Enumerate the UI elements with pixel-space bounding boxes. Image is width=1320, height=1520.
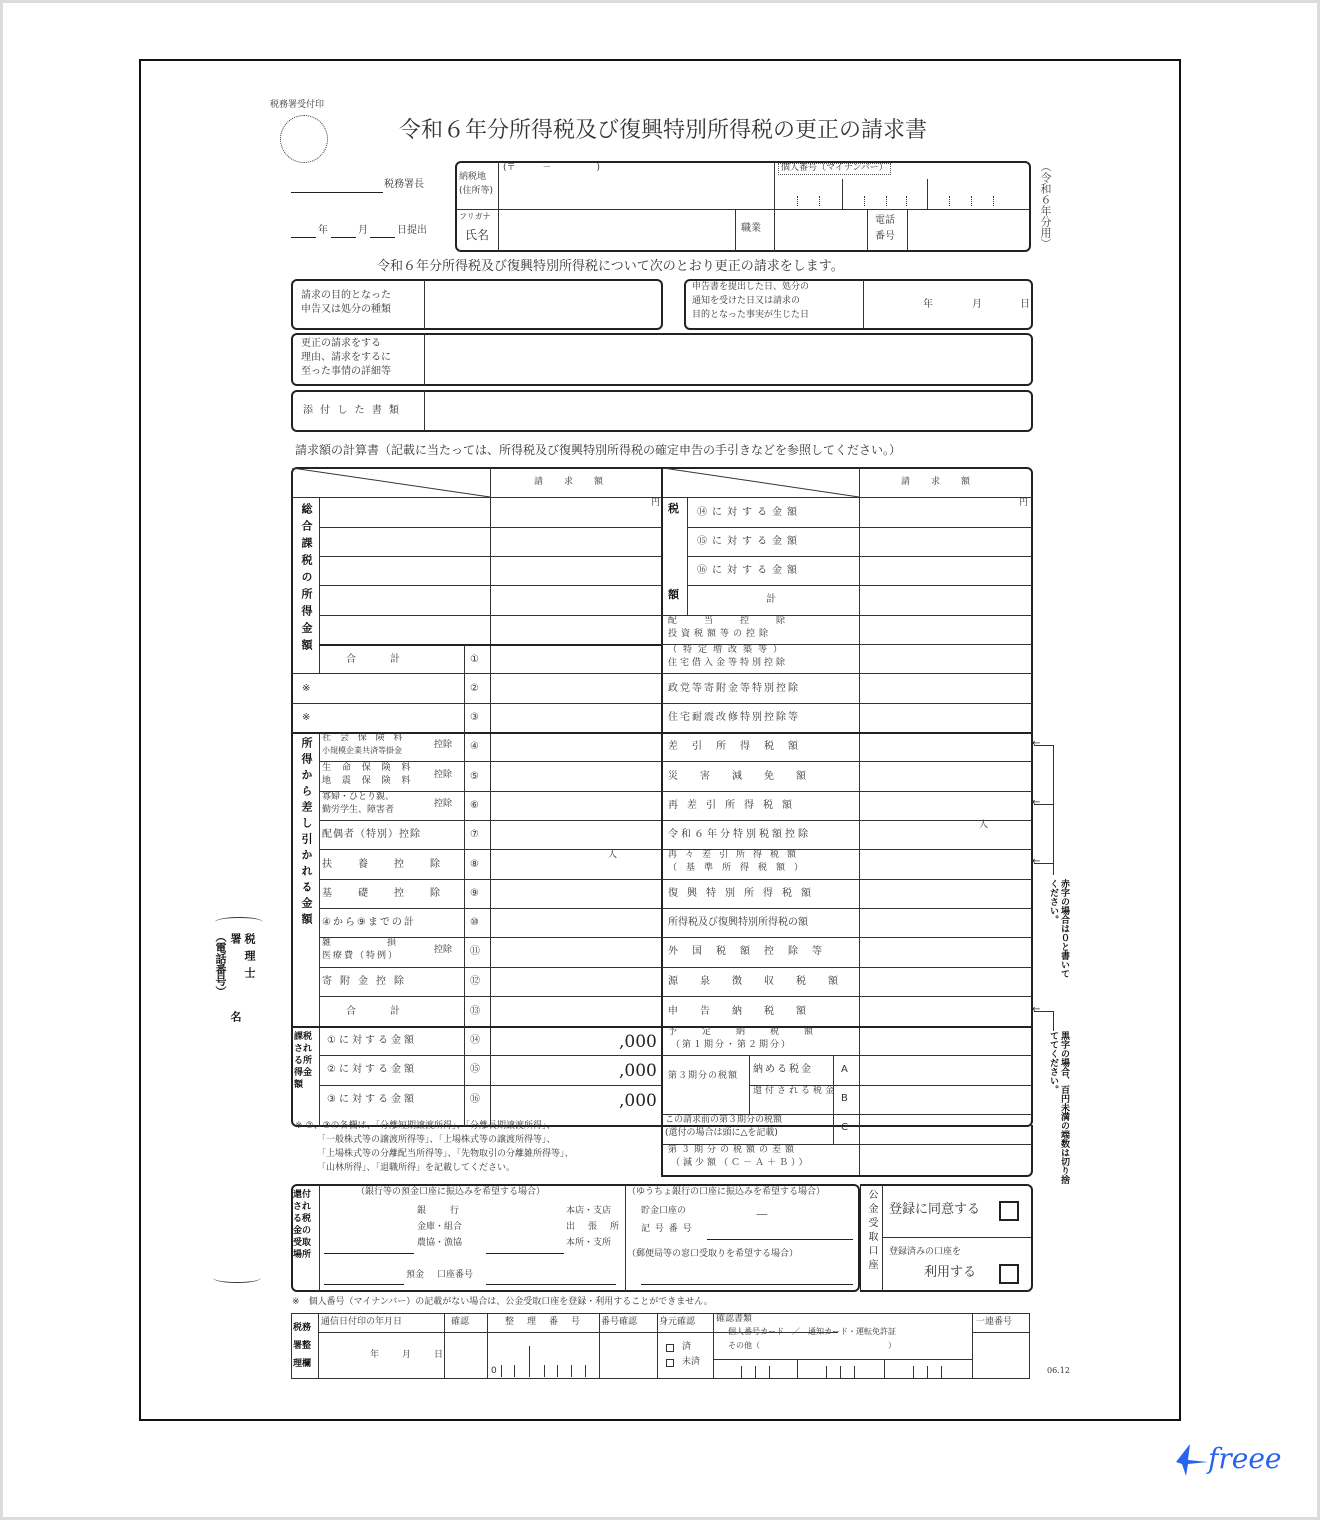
account-number-input[interactable]: [486, 1284, 616, 1285]
row-label-8: 扶 養 控 除: [322, 859, 448, 870]
arrow-icon: ←: [1032, 856, 1041, 867]
event-date-month: 月: [972, 299, 982, 310]
row-label-5-line1: 生 命 保 険 料: [322, 763, 415, 773]
tax-row-political: 政党等寄附金等特別控除: [668, 683, 800, 694]
deposit-type-input[interactable]: [324, 1284, 404, 1285]
office-date-day: 日: [434, 1350, 444, 1360]
row-label-11-line1: 雑 損: [322, 938, 401, 948]
doc-types-line2: その他（ ）: [728, 1341, 896, 1350]
signature-label: 署 名: [229, 933, 242, 1050]
row-num-15: ⑮: [470, 1064, 480, 1075]
income-row-4-label-input[interactable]: [319, 585, 464, 614]
stamp-label: 税務署受付印: [270, 100, 325, 110]
tax-row-total-tax: 所得税及び復興特別所得税の額: [668, 917, 808, 928]
tax-row-refund: 還付される税金: [753, 1086, 838, 1096]
bank-type-bank: 銀 行: [417, 1206, 462, 1216]
row-num-10: ⑩: [470, 917, 479, 928]
event-date-day: 日: [1020, 299, 1030, 310]
row-num-3: ③: [470, 712, 479, 723]
footnote-line-1: ※ ②、③の各欄は、「分離短期譲渡所得」、「分離長期譲渡所得」、: [295, 1121, 556, 1131]
tax-row-base-line2: （基準所得税額）: [668, 863, 813, 873]
yucho-dash: －: [755, 1208, 769, 1224]
id-done-label: 済: [682, 1342, 692, 1352]
deposit-label: 預金: [406, 1270, 425, 1280]
tax-office-input[interactable]: [291, 192, 383, 193]
form-title: 令和６年分所得税及び復興特別所得税の更正の請求書: [399, 118, 928, 143]
tax-row-prior-line1: この請求前の第３期分の税額: [665, 1115, 783, 1125]
id-done-checkbox[interactable]: [666, 1344, 674, 1352]
attached-input[interactable]: [426, 392, 1030, 430]
name-label: 氏名: [465, 228, 490, 242]
yucho-number-input[interactable]: [707, 1239, 853, 1240]
phone-input[interactable]: [908, 210, 1028, 250]
note-round-down: 黒字の場合、百円未満の端数は切り捨ててください。: [1048, 1031, 1069, 1184]
row-label-5-line2: 地 震 保 険 料: [322, 776, 415, 786]
row-num-12: ⑫: [470, 976, 480, 987]
stamp-circle: [280, 115, 328, 163]
agree-checkbox[interactable]: [999, 1201, 1019, 1221]
row-num-4: ④: [470, 741, 479, 752]
separate-income-2-label-input[interactable]: [321, 674, 463, 702]
doc-types-line1: 個人番号カード ／ 通知カード・運転免許証: [728, 1327, 896, 1336]
tax-row-pay: 納める税金: [753, 1064, 813, 1075]
tax-row-withholding: 源泉徴収税額: [668, 976, 860, 987]
form-code: 06.12: [1047, 1366, 1070, 1375]
mynumber-label: 個人番号（マイナンバー）: [778, 163, 891, 175]
row-label-4-suffix: 控除: [434, 740, 453, 750]
row-label-4-line2: 小規模企業共済等掛金: [322, 746, 402, 755]
office-header-sequence: 一連番号: [976, 1317, 1013, 1327]
swallow-icon: [1168, 1440, 1210, 1480]
row-label-11-line2: 医療費（特例）: [322, 951, 400, 961]
account-number-label: 口座番号: [437, 1270, 474, 1280]
attached-label: 添 付 し た 書 類: [303, 405, 401, 416]
branch-type-main: 本所・支所: [566, 1238, 612, 1248]
office-header-id-check: 身元確認: [659, 1317, 696, 1327]
tax-row-14: ⑭に対する金額: [697, 507, 802, 518]
branch-name-input[interactable]: [486, 1253, 564, 1254]
submit-year-input[interactable]: [291, 237, 316, 238]
tax-row-third-term-group: 第３期分の税額: [668, 1071, 739, 1081]
row-label-15: ②に対する金額: [327, 1064, 417, 1075]
tax-row-seismic: 住宅耐震改修特別控除等: [668, 712, 800, 723]
yen-unit-right: 円: [1019, 498, 1029, 508]
diagonal-header-right: [663, 468, 859, 497]
tax-row-prepaid-line2: （第１期分・第２期分）: [671, 1040, 793, 1050]
row-num-16: ⑯: [470, 1094, 480, 1105]
request-intro: 令和６年分所得税及び復興特別所得税について次のとおり更正の請求をします。: [377, 259, 844, 274]
amount-14-thousands: ,000: [619, 1032, 657, 1052]
freee-wordmark: freee: [1208, 1442, 1282, 1475]
use-registered-checkbox[interactable]: [999, 1264, 1019, 1284]
left-amount-header: 請 求 額: [534, 477, 605, 487]
row-num-14: ⑭: [470, 1035, 480, 1046]
use-registered-label-2: 利用する: [924, 1265, 977, 1280]
accountant-bracket-top: [215, 917, 263, 927]
row-num-9: ⑨: [470, 888, 479, 899]
tax-row-sum: 計: [766, 594, 776, 605]
phone-sub-label: 番号: [875, 231, 895, 242]
tax-row-renet-tax: 再差引所得税額: [668, 800, 801, 811]
separate-income-3-label-input[interactable]: [321, 704, 463, 732]
office-header-docs: 確認書類: [716, 1314, 753, 1324]
submit-year-label: 年: [318, 225, 328, 236]
row-label-16: ③に対する金額: [327, 1094, 417, 1105]
office-date-year: 年: [370, 1350, 380, 1360]
purpose-label: 請求の目的となった: [301, 290, 391, 301]
accountant-signature-input[interactable]: [211, 931, 261, 1271]
mynumber-input[interactable]: [775, 174, 1029, 209]
yucho-label: 貯金口座の: [641, 1206, 687, 1216]
amount-15-thousands: ,000: [619, 1061, 657, 1081]
row-num-13: ⑬: [470, 1006, 480, 1017]
code-c: C: [841, 1122, 848, 1133]
tax-row-base-line1: 再々差引所得税額: [668, 850, 805, 860]
tax-row-special-deduction: 令和６年分特別税額控除: [668, 829, 811, 840]
event-date-year: 年: [923, 299, 933, 310]
row-label-total-13: 合 計: [346, 1006, 401, 1017]
agree-label: 登録に同意する: [889, 1202, 981, 1217]
event-date-label: 申告書を提出した日、処分の: [692, 282, 810, 292]
id-not-done-checkbox[interactable]: [666, 1359, 674, 1367]
tax-row-dividend-line2: 投資税額等の控除: [668, 629, 773, 639]
row-label-7: 配偶者（特別）控除: [322, 829, 421, 840]
row-num-2: ②: [470, 683, 479, 694]
accountant-label: 税理士: [243, 933, 256, 984]
purpose-sub-label: 申告又は処分の種類: [301, 304, 391, 315]
submit-day-input[interactable]: [370, 237, 395, 238]
income-row-3-label-input[interactable]: [319, 556, 464, 585]
bank-type-nokyo: 農協・漁協: [417, 1238, 463, 1248]
reason-input[interactable]: [426, 335, 1030, 384]
tax-row-diff-line1: 第３期分の税額の差額: [668, 1145, 799, 1155]
calc-heading: 請求額の計算書（記載に当たっては、所得税及び復興特別所得税の確定申告の手引きなどを参照してください。）: [295, 443, 902, 457]
group-label-taxable-income: 課税される所得金額: [294, 1032, 313, 1090]
row-num-8: ⑧: [470, 859, 479, 870]
reason-label: 更正の請求をする: [301, 338, 381, 349]
bank-type-shinkin: 金庫・組合: [417, 1222, 463, 1232]
group-label-tax-top: 税: [668, 502, 679, 515]
address-input[interactable]: [503, 176, 773, 208]
office-group-label: 税務署整理欄: [293, 1323, 312, 1369]
tax-row-15: ⑮に対する金額: [697, 536, 802, 547]
office-header-date: 通信日付印の年月日: [321, 1317, 403, 1327]
freee-logo: [1168, 1440, 1288, 1480]
dependents-unit: 人: [608, 850, 618, 860]
event-date-label-2: 通知を受けた日又は請求の: [692, 296, 801, 306]
id-not-done-label: 未済: [682, 1357, 701, 1367]
row-label-6-suffix: 控除: [434, 799, 453, 809]
code-b: B: [841, 1093, 848, 1104]
income-row-5-label-input[interactable]: [319, 615, 464, 644]
note-negative-zero: 赤字の場合は０と書いてください。: [1048, 879, 1069, 978]
mynumber-note: ※ 個人番号（マイナンバー）の記載がない場合は、公金受取口座を登録・利用することができません。: [292, 1297, 713, 1307]
tax-row-declared: 申告納税額: [668, 1006, 828, 1017]
tax-row-net-tax: 差引所得税額: [668, 741, 812, 752]
row-label-4-line1: 社 会 保 険 料: [322, 733, 406, 743]
branch-type-branch: 本店・支店: [566, 1206, 612, 1216]
furigana-label: フリガナ: [459, 212, 491, 221]
row-num-5: ⑤: [470, 771, 479, 782]
group-label-tax-bottom: 額: [668, 588, 679, 601]
post-office-caption: （郵便局等の窓口受取りを希望する場合）: [627, 1249, 799, 1259]
tax-row-housing-line1: （特定増改築等）: [668, 645, 789, 655]
yucho-caption: （ゆうちょ銀行の口座に振込みを希望する場合）: [627, 1187, 826, 1197]
tax-row-reconstruction: 復興特別所得税額: [668, 888, 820, 899]
yucho-label-2: 記 号 番 号: [641, 1224, 693, 1234]
row-label-3: ※: [302, 712, 311, 723]
submit-day-label: 日提出: [397, 225, 427, 236]
office-date-month: 月: [402, 1350, 412, 1360]
arrow-icon: ←: [1032, 1004, 1041, 1015]
row-label-5-suffix: 控除: [434, 770, 453, 780]
reason-label-3: 至った事情の詳細等: [301, 366, 391, 377]
submit-month-label: 月: [358, 225, 368, 236]
special-deduction-unit: 人: [979, 820, 989, 830]
refund-group-label: 還付される税金の受取場所: [293, 1190, 312, 1260]
tax-row-diff-line2: （減少額（Ｃ－Ａ＋Ｂ））: [671, 1158, 811, 1168]
code-a: A: [841, 1064, 848, 1075]
event-date-label-3: 目的となった事実が生じた日: [692, 310, 810, 320]
occupation-input[interactable]: [775, 210, 867, 250]
row-label-10: ④から⑨までの計: [322, 917, 416, 928]
right-amount-header: 請 求 額: [901, 477, 972, 487]
row-label-11-suffix: 控除: [434, 945, 453, 955]
footnote-line-4: 「山林所得」、「退職所得」を記載してください。: [317, 1163, 516, 1173]
yen-unit-left: 円: [651, 498, 661, 508]
bank-name-input[interactable]: [324, 1253, 414, 1254]
tax-office-suffix: 税務署長: [384, 179, 424, 190]
address-label: 納税地: [459, 172, 487, 182]
amount-16-thousands: ,000: [619, 1091, 657, 1111]
serial-prefix: 0: [491, 1366, 497, 1376]
group-label-total-income: 総合課税の所得金額: [300, 503, 313, 656]
address-sub-label: (住所等): [459, 186, 494, 196]
side-year-label: （令和６年分用）: [1039, 161, 1052, 249]
row-label-6-line2: 勤労学生、障害者: [322, 805, 395, 815]
reason-label-2: 理由、請求をするに: [301, 352, 391, 363]
row-num-1: ①: [470, 654, 479, 665]
arrow-icon: ←: [1032, 738, 1041, 749]
bank-caption: （銀行等の預金口座に振込みを希望する場合）: [356, 1187, 546, 1197]
use-registered-label: 登録済みの口座を: [889, 1247, 962, 1257]
accountant-bracket-bottom: [213, 1273, 261, 1283]
row-num-7: ⑦: [470, 829, 479, 840]
row-label-2: ※: [302, 683, 311, 694]
office-header-serial: 整 理 番 号: [505, 1317, 583, 1327]
row-num-6: ⑥: [470, 800, 479, 811]
tax-row-dividend-line1: 配 当 控 除: [668, 616, 795, 626]
tax-row-housing-line2: 住宅借入金等特別控除: [668, 658, 789, 668]
public-account-label: 公金受取口座: [866, 1189, 877, 1273]
accountant-phone-label: （電話番号）: [214, 931, 227, 997]
tax-row-prepaid-line1: 予 定 納 税 額: [668, 1027, 822, 1037]
tax-row-prior-line2: (還付の場合は頭に△を記載): [665, 1128, 778, 1138]
event-date-input[interactable]: [865, 281, 1030, 328]
tax-row-16: ⑯に対する金額: [697, 565, 802, 576]
row-label-6-line1: 寡婦・ひとり親、: [322, 792, 395, 802]
office-header-number-check: 番号確認: [601, 1317, 638, 1327]
post-office-input[interactable]: [641, 1284, 853, 1285]
row-label-total-1: 合 計: [346, 654, 401, 665]
office-header-confirm: 確認: [451, 1317, 470, 1327]
right-amount-column[interactable]: [860, 498, 1031, 1174]
diagonal-header-left: [292, 468, 490, 497]
submit-month-input[interactable]: [331, 237, 356, 238]
footnote-line-2: 「一般株式等の譲渡所得等」、「上場株式等の譲渡所得等」、: [317, 1135, 556, 1145]
row-num-11: ⑪: [470, 946, 480, 957]
phone-label: 電話: [875, 215, 895, 226]
occupation-label: 職業: [741, 223, 761, 234]
tax-row-disaster: 災害減免額: [668, 771, 828, 782]
name-input[interactable]: [499, 210, 735, 250]
arrow-icon: ←: [1032, 797, 1041, 808]
row-label-14: ①に対する金額: [327, 1035, 417, 1046]
tax-row-foreign: 外国税額控除等: [668, 946, 836, 957]
left-amount-column[interactable]: [491, 498, 661, 1126]
row-label-12: 寄附金控除: [322, 976, 412, 987]
group-label-deductions: 所得から差し引かれる金額: [300, 737, 313, 929]
purpose-input[interactable]: [426, 281, 660, 328]
row-label-9: 基 礎 控 除: [322, 888, 448, 899]
branch-type-office: 出 張 所: [566, 1222, 622, 1232]
tax-form-page: [139, 59, 1181, 1421]
postal-code-field[interactable]: (〒 － ): [503, 163, 601, 173]
income-row-1-label-input[interactable]: [319, 498, 464, 527]
income-row-2-label-input[interactable]: [319, 527, 464, 556]
footnote-line-3: 「上場株式等の分離配当所得等」、「先物取引の分離雑所得等」、: [317, 1149, 574, 1159]
